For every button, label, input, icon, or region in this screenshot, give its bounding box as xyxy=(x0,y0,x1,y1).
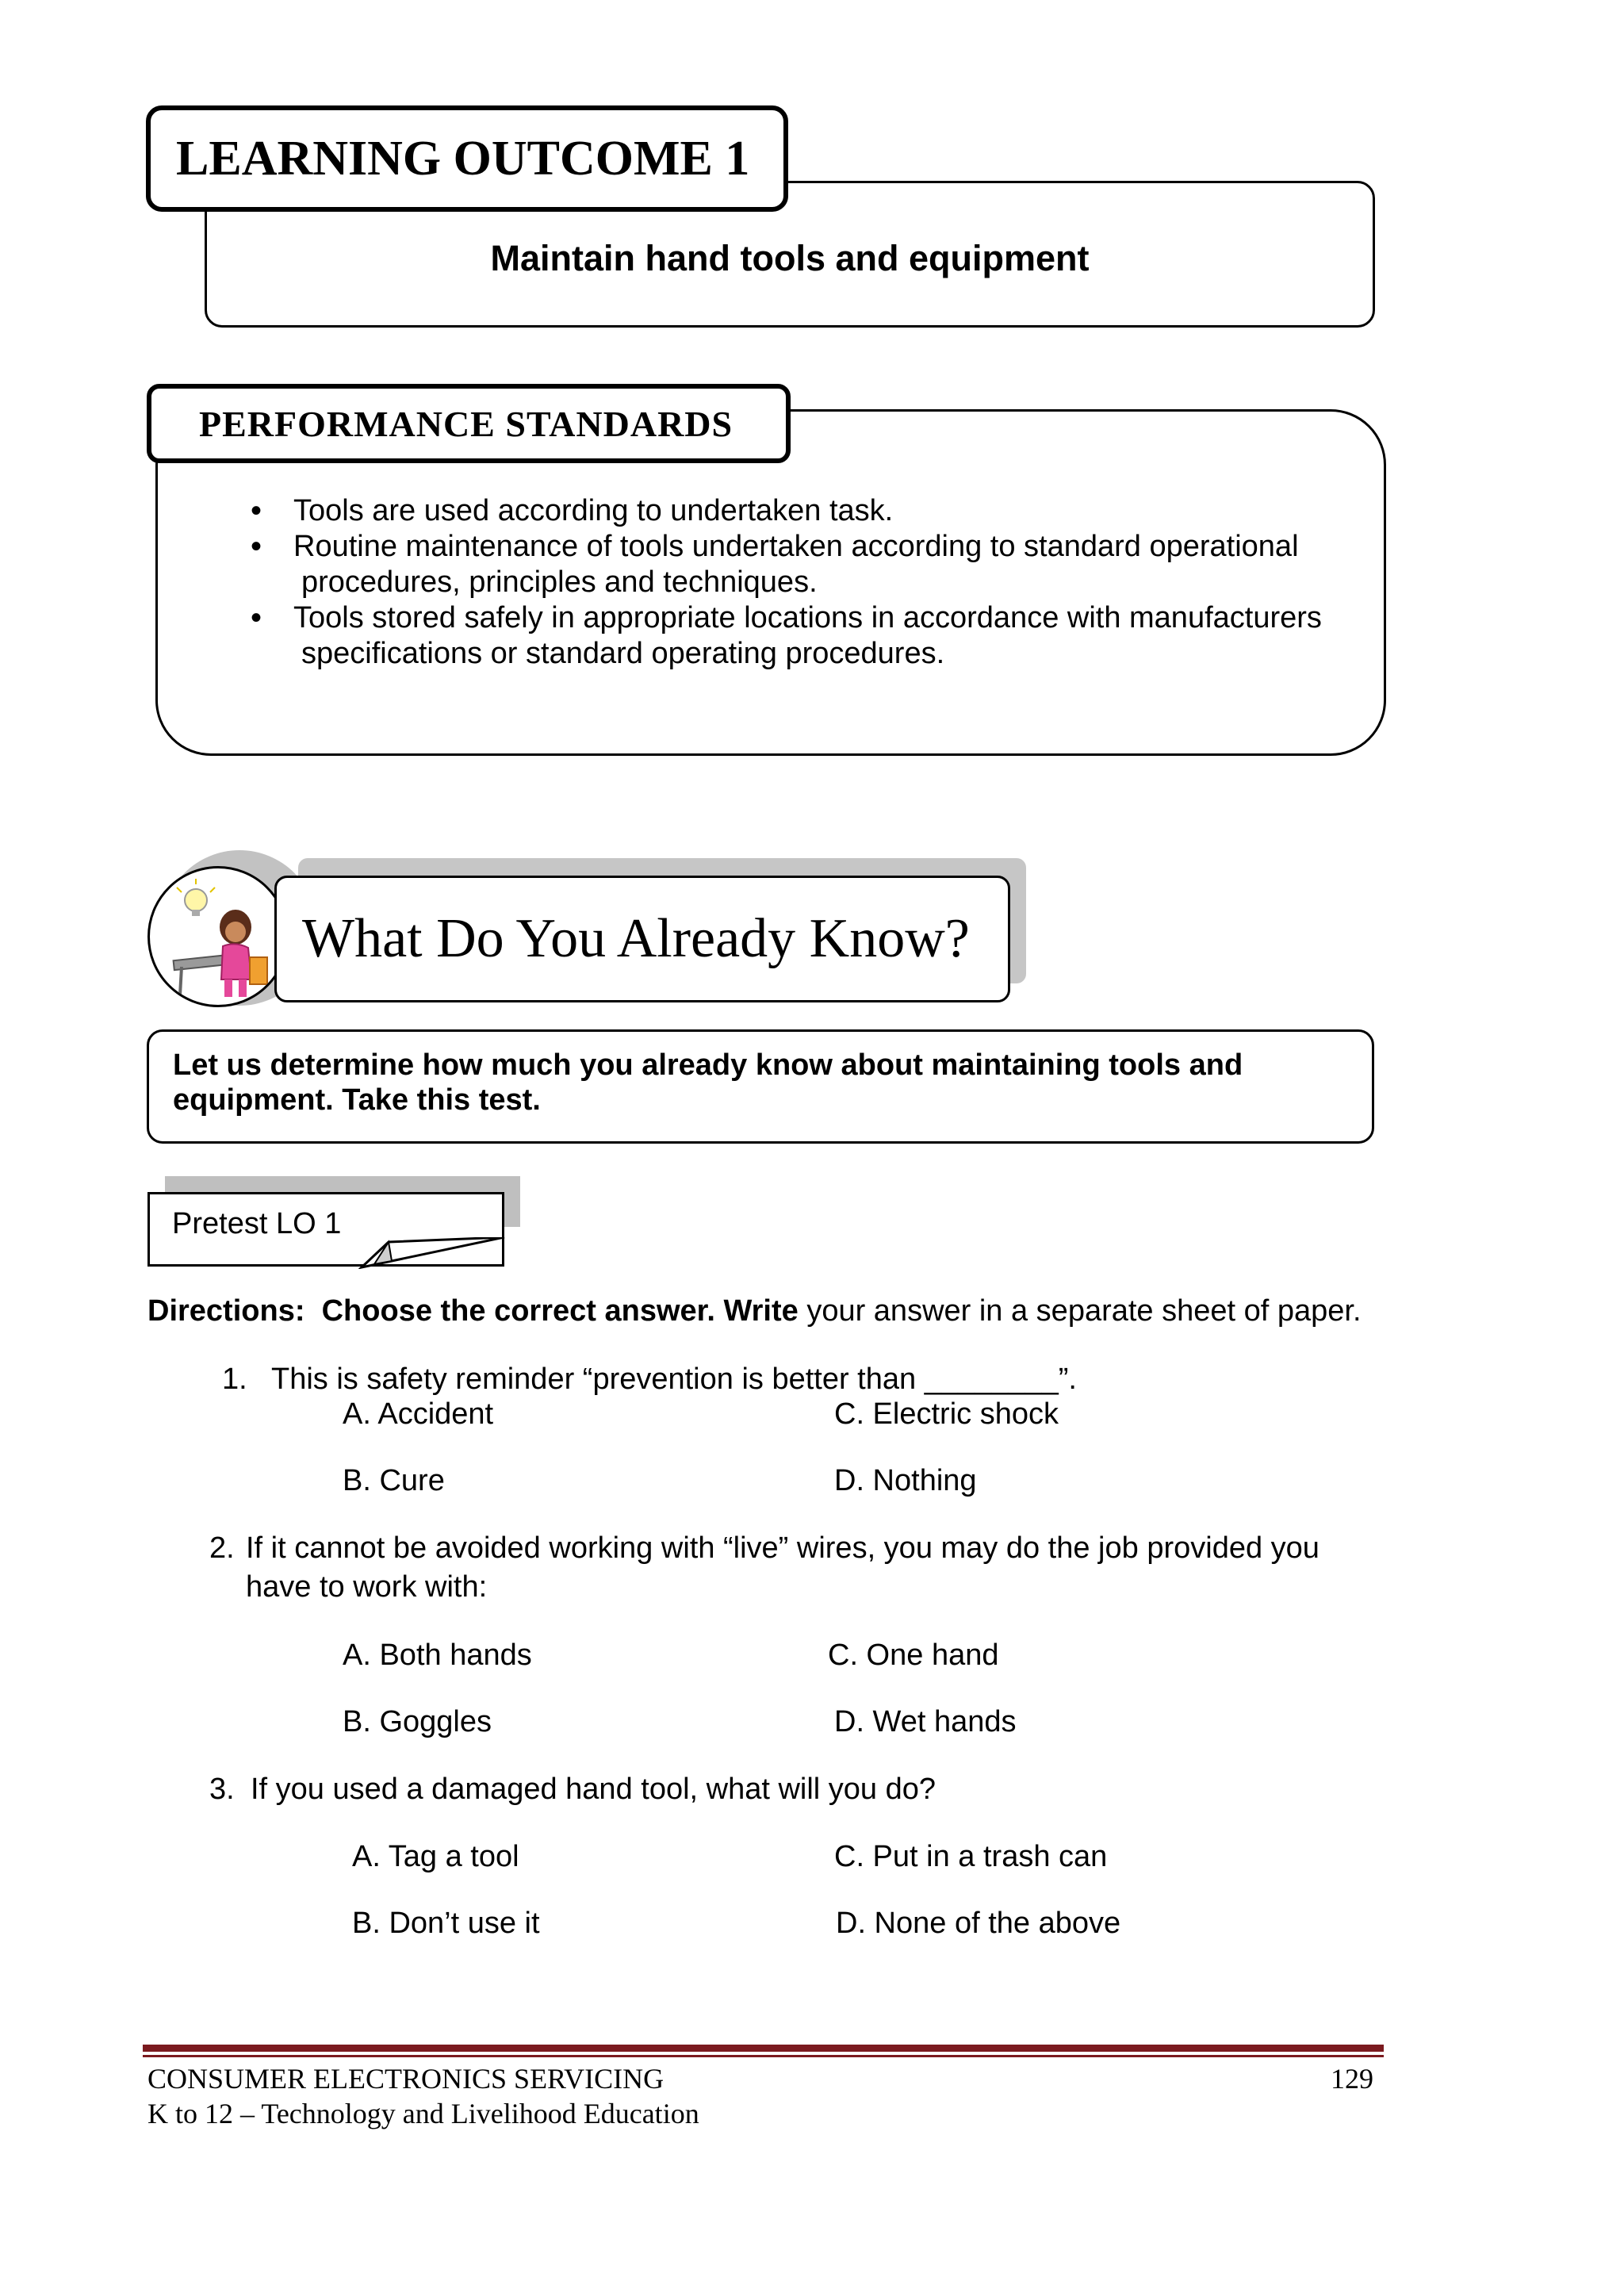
heading-box xyxy=(274,876,1010,1002)
answer-option: C. One hand xyxy=(828,1639,999,1672)
answer-option: B. Cure xyxy=(343,1464,445,1497)
standard-item-text: Tools are used according to undertaken task. xyxy=(293,494,894,527)
answer-option: B. Don’t use it xyxy=(352,1907,540,1940)
directions xyxy=(147,1294,1385,1328)
standard-item xyxy=(238,529,1348,600)
question-number: 1. xyxy=(222,1363,247,1396)
learning-outcome-title-box xyxy=(146,105,788,212)
question-text: If it cannot be avoided working with “live” wires, you may do the job provided you xyxy=(246,1531,1320,1565)
footer-rule-thin xyxy=(143,2055,1384,2057)
standard-item-text-cont: specifications or standard operating procedures. xyxy=(301,637,945,670)
answer-option: D. Wet hands xyxy=(834,1705,1017,1738)
intro-text-line: Let us determine how much you already know about maintaining tools and xyxy=(173,1048,1243,1082)
directions-text: your answer in a separate sheet of paper. xyxy=(798,1294,1362,1328)
performance-standards-title: PERFORMANCE STANDARDS xyxy=(199,403,733,444)
question-number: 3. xyxy=(209,1773,235,1806)
learning-outcome-subtitle: Maintain hand tools and equipment xyxy=(490,238,1090,278)
answer-option: C. Electric shock xyxy=(834,1397,1059,1431)
answer-option: A. Tag a tool xyxy=(352,1840,519,1873)
standard-item-text: Tools stored safely in appropriate locations in accordance with manufacturers xyxy=(293,601,1322,634)
student-thinking-icon xyxy=(147,866,289,1007)
question-text: This is safety reminder “prevention is better than ________”. xyxy=(271,1363,1077,1396)
directions-bold: Choose the correct answer. Write xyxy=(321,1294,799,1328)
standard-item xyxy=(238,600,1348,672)
section-heading: What Do You Already Know? xyxy=(302,908,970,969)
page-curl-icon xyxy=(358,1237,517,1269)
question-number: 2. xyxy=(209,1531,235,1565)
answer-option: A. Both hands xyxy=(343,1639,532,1672)
intro-box xyxy=(147,1029,1374,1144)
learning-outcome-title: LEARNING OUTCOME 1 xyxy=(176,131,750,186)
performance-standards-title-box xyxy=(147,384,791,463)
answer-option: C. Put in a trash can xyxy=(834,1840,1108,1873)
performance-standards-list xyxy=(238,493,1348,672)
answer-option: D. Nothing xyxy=(834,1464,977,1497)
standard-item-text: Routine maintenance of tools undertaken according to standard operational xyxy=(293,530,1299,563)
answer-option: B. Goggles xyxy=(343,1705,492,1738)
intro-text-line: equipment. Take this test. xyxy=(173,1083,541,1117)
directions-label: Directions: xyxy=(147,1294,305,1328)
answer-option: D. None of the above xyxy=(836,1907,1121,1940)
answer-option: A. Accident xyxy=(343,1397,494,1431)
standard-item xyxy=(238,493,1348,529)
standard-item-text-cont: procedures, principles and techniques. xyxy=(301,565,818,599)
footer-rule xyxy=(143,2045,1384,2052)
pretest-tag-label: Pretest LO 1 xyxy=(172,1207,342,1240)
footer-course: CONSUMER ELECTRONICS SERVICING xyxy=(147,2063,665,2095)
footer-program: K to 12 – Technology and Livelihood Education xyxy=(147,2098,699,2129)
question-text-cont: have to work with: xyxy=(246,1570,488,1604)
question-text: If you used a damaged hand tool, what will you do? xyxy=(251,1773,936,1806)
page-number: 129 xyxy=(1331,2063,1373,2095)
